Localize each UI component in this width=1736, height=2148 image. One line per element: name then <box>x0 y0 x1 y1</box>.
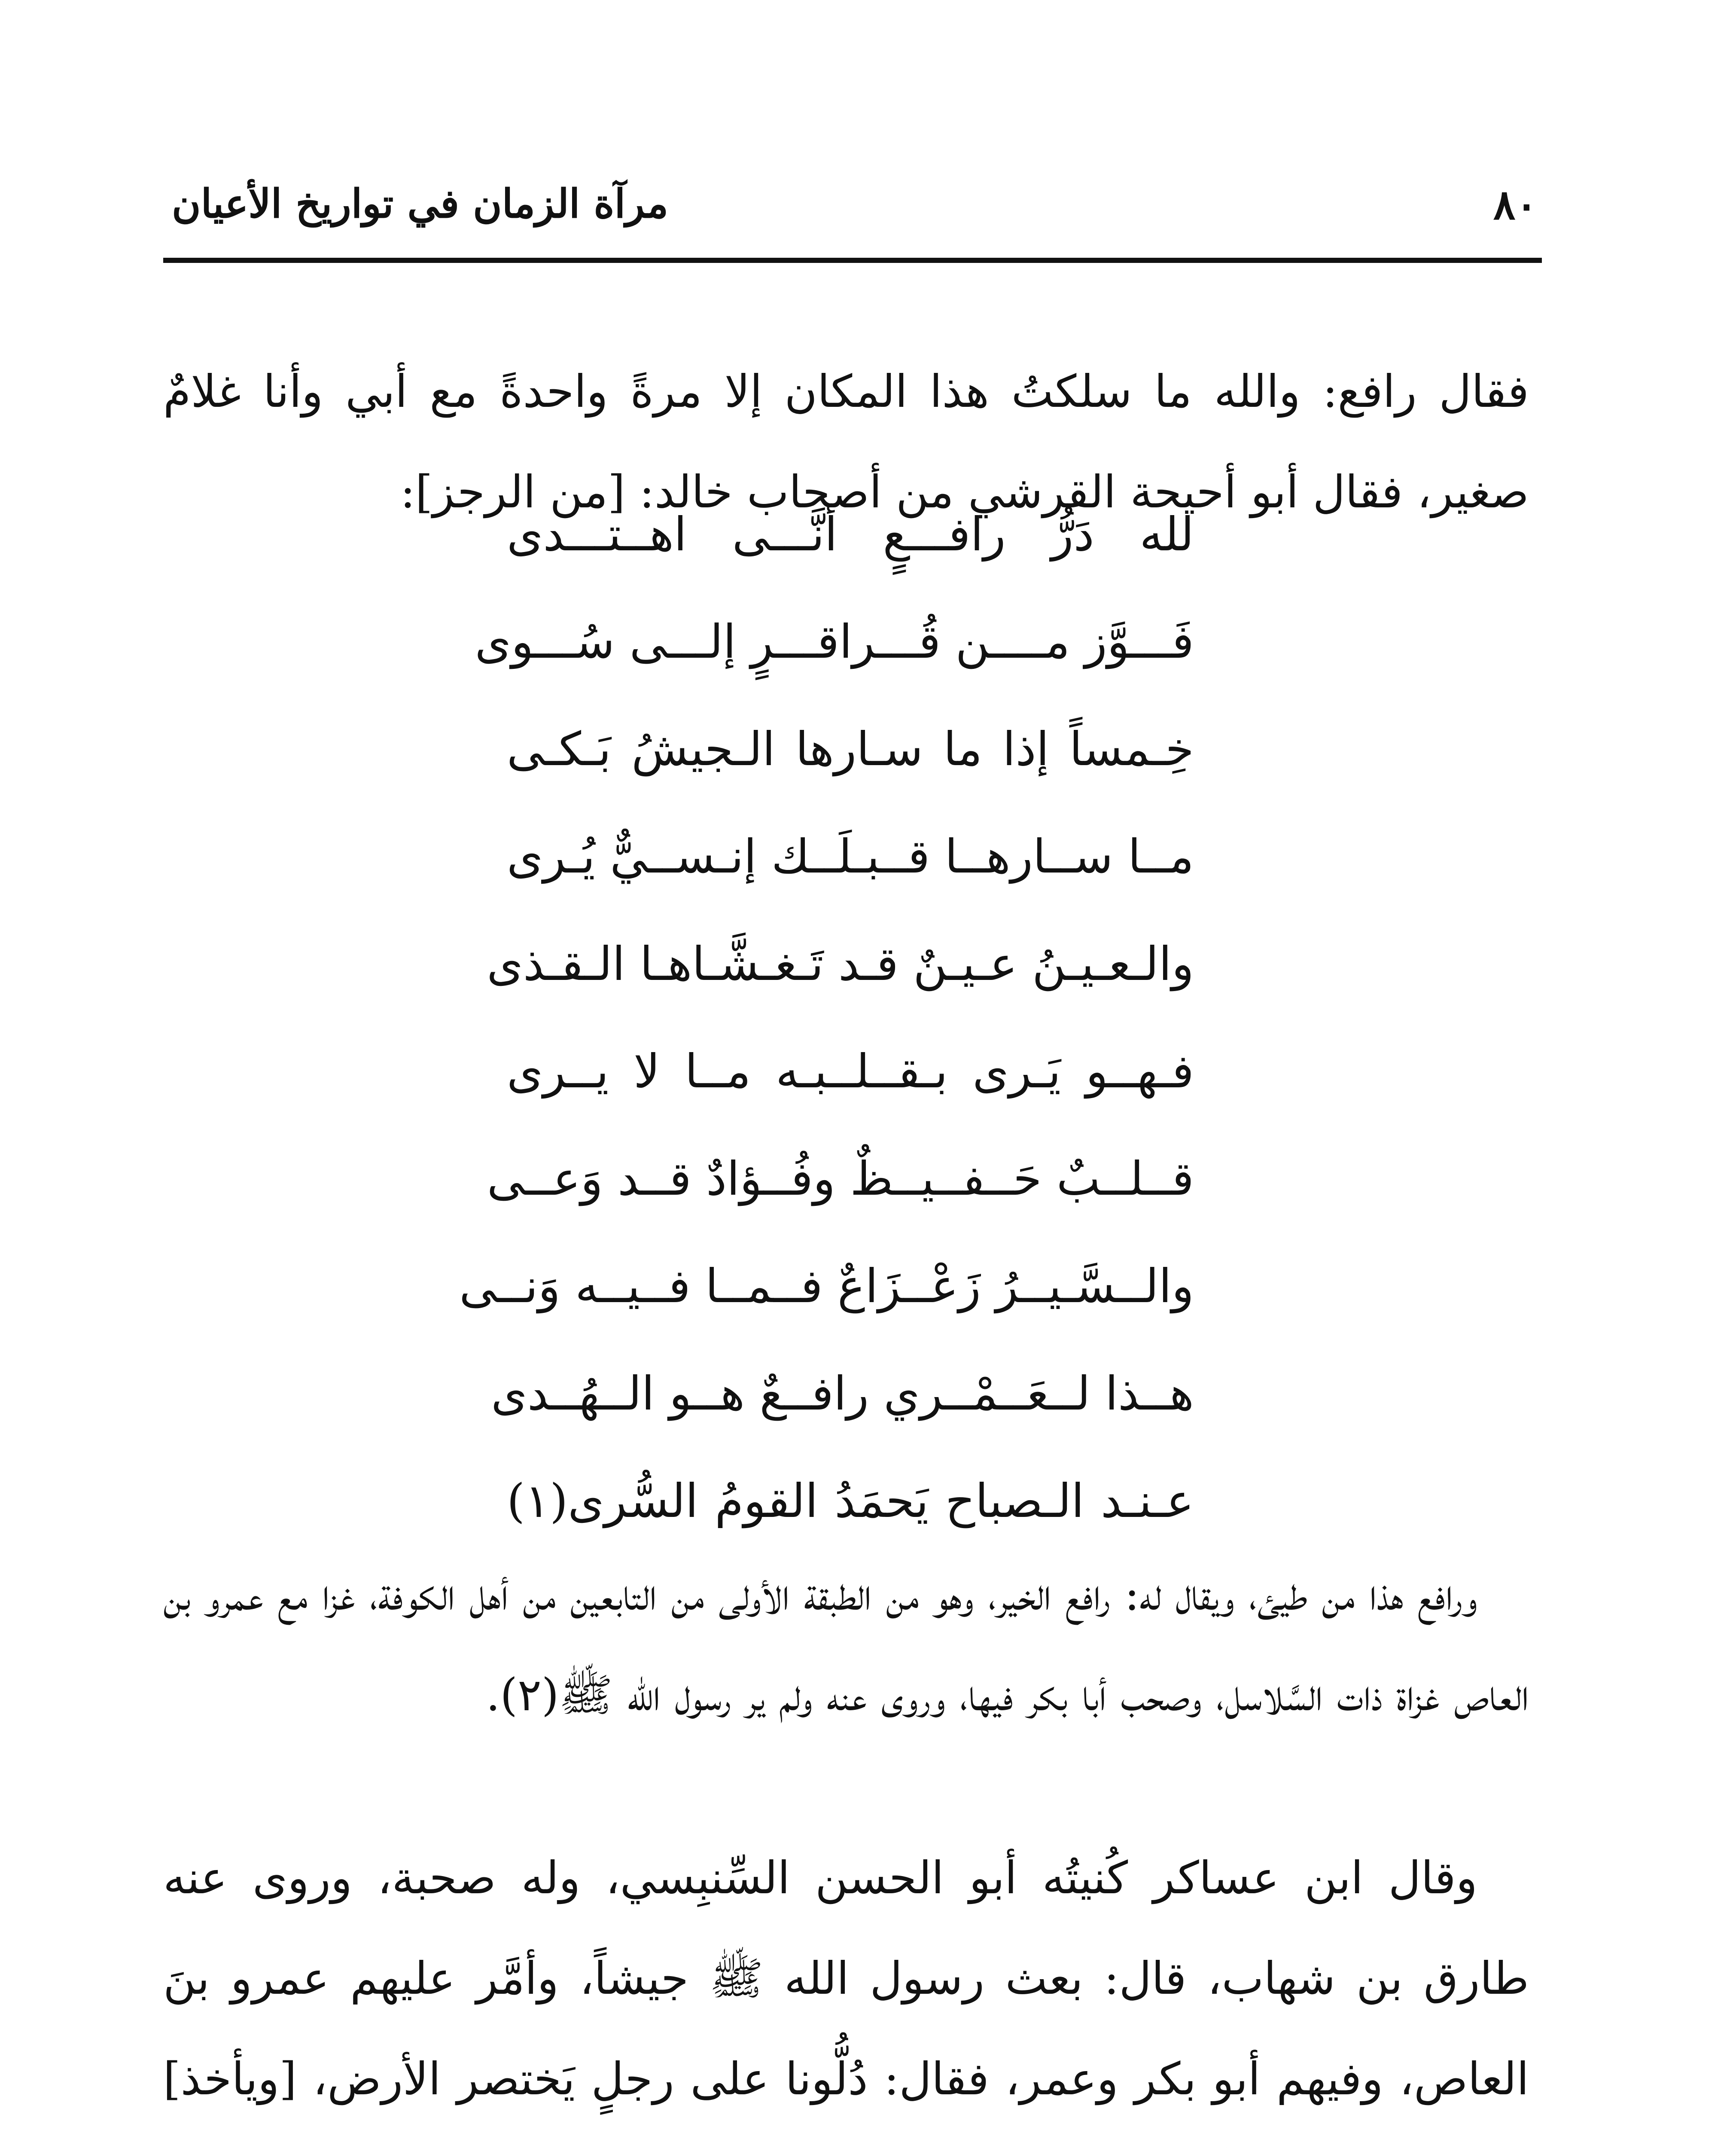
poem-line: مــا ســارهــا قــبـلَــك إنـســيٌّ يُـرى <box>507 830 1194 884</box>
poem-line: لله دَرُّ رافـــعٍ أنَّـــى اهــتـــدى <box>507 508 1194 561</box>
header-divider <box>163 258 1542 263</box>
poem-line: والــسَّـيــرُ زَعْــزَاعٌ فــمــا فــيــه وَنــى <box>459 1260 1194 1313</box>
poem-line: هــذا لــعَــمْــري رافــعٌ هــو الــهُــدى <box>491 1367 1194 1421</box>
poem-rajaz <box>459 481 1194 1555</box>
poem-line: خِـمساً إذا ما سـارها الـجيشُ بَـكـى <box>507 723 1194 776</box>
page-number: ٨٠ <box>1493 180 1538 229</box>
paragraph-intro: فقال رافع: والله ما سلكتُ هذا المكان إلا مرةً واحدةً مع أبي وأنا غلامٌ صغير، فقال أبو أحيحة القرشي من أصحاب خالد: [من الرجز]: <box>163 365 1529 518</box>
paragraph-ibn-asakir: وقال ابن عساكر كُنيتُه أبو الحسن السِّنبِسي، وله صحبة، وروى عنه طارق بن شهاب، قال: بعث رسول الله ﷺ جيشاً، وأمَّر عليهم عمرو بنَ العاص، وفيهم أبو بكر وعمر، فقال: دُلُّونا على رجلٍ يَختصر الأرض، [ويأخذ] <box>163 1852 1529 2105</box>
paragraph-rafi-bio: ورافع هذا من طيئ، ويقال له: رافع الخير، وهو من الطبقة الأولى من التابعين من أهل الكوفة، غزا مع عمرو بن العاص غزاة ذات السَّلاسل، وصحب أبا بكر فيها، وروى عنه ولم ير رسول الله ﷺ(٢). <box>163 1568 1529 1721</box>
poem-line: عـنـد الـصباح يَحمَدُ القومُ السُّرى(١) <box>507 1474 1194 1528</box>
poem-line: فـهــو يَـرى بـقــلــبـه مــا لا يــرى <box>507 1045 1194 1098</box>
poem-line: فَـــوَّز مــــن قُـــراقـــرٍ إلـــى سُـــوى <box>475 615 1194 669</box>
page-header <box>172 180 1538 245</box>
poem-line: قــلــبٌ حَــفــيــظٌ وفُــؤادٌ قــد وَعــى <box>487 1152 1194 1206</box>
running-title: مرآة الزمان في تواريخ الأعيان <box>172 180 669 227</box>
poem-line: والـعـيـنُ عـيـنٌ قـد تَـغـشَّـاهـا الـقـذى <box>487 937 1194 991</box>
